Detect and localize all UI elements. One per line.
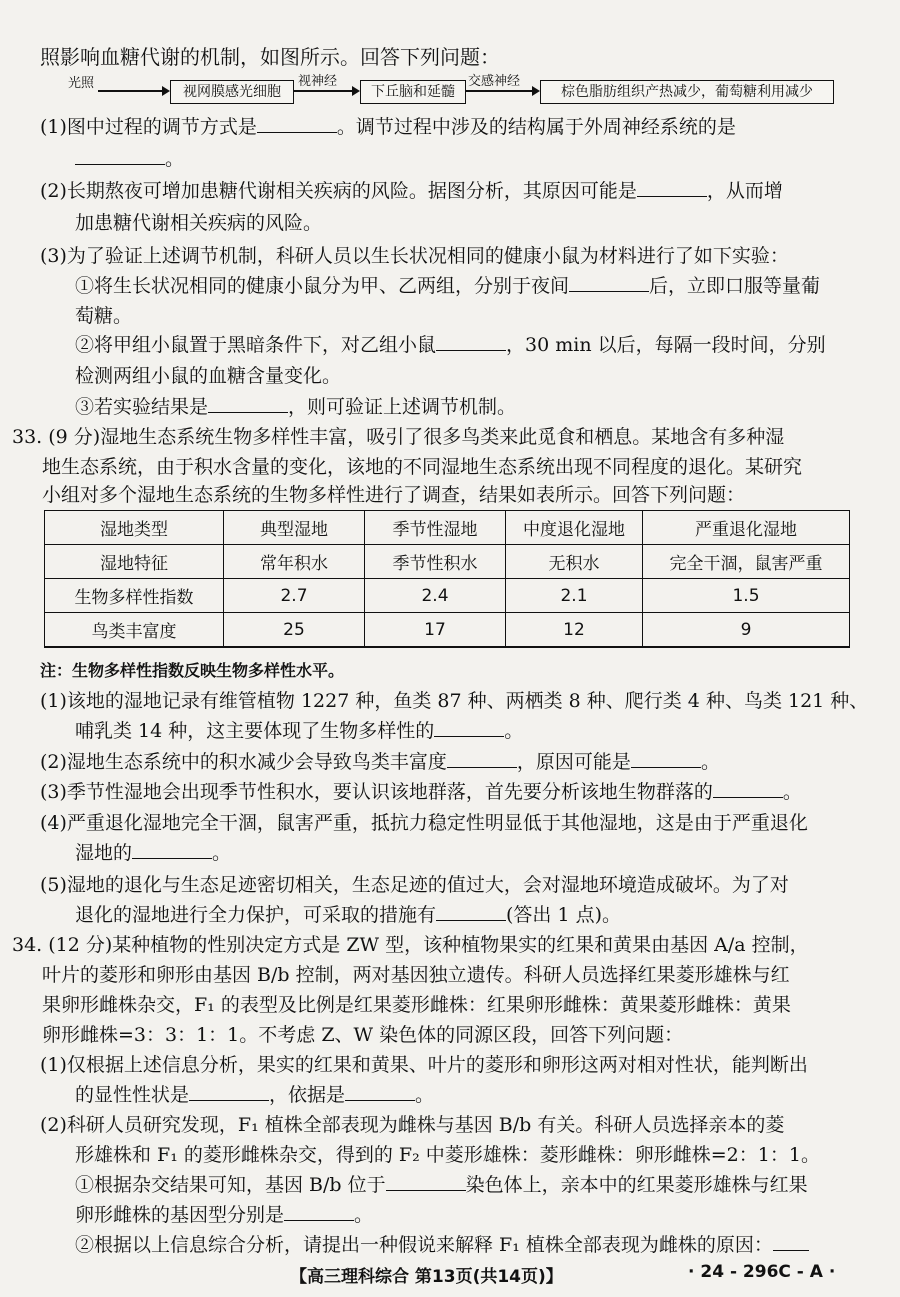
q34-stem-line1: 34. (12 分)某种植物的性别决定方式是 ZW 型，该种植物果实的红果和黄果由基因 A/a 控制， <box>12 934 809 956</box>
q33-part4-line1: (4)严重退化湿地完全干涸，鼠害严重，抵抗力稳定性明显低于其他湿地，这是由于严重退化 <box>40 812 808 834</box>
table-cell: 季节性积水 <box>365 545 506 579</box>
footer-page-info: 【高三理科综合 第13页(共14页)】 <box>290 1267 563 1287</box>
q33-part2: (2)湿地生态系统中的积水减少会导致鸟类丰富度 ，原因可能是 。 <box>40 751 720 773</box>
table-cell: 典型湿地 <box>224 511 365 545</box>
table-row <box>45 511 850 545</box>
q33-part4-line2: 湿地的 。 <box>75 842 232 864</box>
q32-step2-line2: 检测两组小鼠的血糖含量变化。 <box>75 365 342 387</box>
q33-part3: (3)季节性湿地会出现季节性积水，要认识该地群落，首先要分析该地生物群落的 。 <box>40 781 802 803</box>
table-cell: 无积水 <box>506 545 643 579</box>
answer-blank[interactable] <box>631 749 701 768</box>
table-cell: 中度退化湿地 <box>506 511 643 545</box>
q32-part1-line2: 。 <box>75 146 860 172</box>
q33-part1-line1: (1)该地的湿地记录有维管植物 1227 种，鱼类 87 种、两栖类 8 种、爬行类 4 种、鸟类 121 种、 <box>40 690 869 712</box>
table-cell: 完全干涸，鼠害严重 <box>643 545 850 579</box>
q33-part5-line2: 退化的湿地进行全力保护，可采取的措施有 (答出 1 点)。 <box>75 904 622 926</box>
q34-stem-line4: 卵形雌株=3：3：1：1。不考虑 Z、W 染色体的同源区段，回答下列问题： <box>42 1024 684 1046</box>
table-row <box>45 545 850 579</box>
q33-part1-line2: 哺乳类 14 种，这主要体现了生物多样性的 。 <box>75 720 524 742</box>
flow-start-label: 光照 <box>68 76 95 91</box>
q32-step1-line1: ①将生长状况相同的健康小鼠分为甲、乙两组，分别于夜间 后，立即口服等量葡 <box>75 275 821 297</box>
q34-stem-line2: 叶片的菱形和卵形由基因 B/b 控制，两对基因独立遗传。科研人员选择红果菱形雄株与红 <box>42 964 790 986</box>
table-cell: 严重退化湿地 <box>643 511 850 545</box>
flow-box-brown-fat: 棕色脂肪组织产热减少，葡萄糖利用减少 <box>540 80 834 104</box>
footer-exam-code: · 24 - 296C - A · <box>688 1262 836 1282</box>
answer-blank[interactable] <box>75 146 165 165</box>
q34-part1-line2: 的显性性状是 ，依据是 。 <box>75 1084 435 1106</box>
flow-optic-nerve-label: 视神经 <box>298 74 338 89</box>
table-row <box>45 579 850 613</box>
flow-sympathetic-label: 交感神经 <box>468 74 521 89</box>
table-cell: 2.4 <box>365 579 506 613</box>
table-cell: 季节性湿地 <box>365 511 506 545</box>
table-cell: 常年积水 <box>224 545 365 579</box>
q33-stem-line1: 33. (9 分)湿地生态系统生物多样性丰富，吸引了很多鸟类来此觅食和栖息。某地含有多种湿 <box>12 426 785 448</box>
answer-blank[interactable] <box>132 840 212 859</box>
answer-blank[interactable] <box>773 1232 809 1251</box>
q34-part2-line2: 形雄株和 F₁ 的菱形雌株杂交，得到的 F₂ 中菱形雄株：菱形雌株：卵形雌株=2：1：1。 <box>75 1144 820 1166</box>
table-cell: 鸟类丰富度 <box>45 613 224 648</box>
flow-box-hypothalamus: 下丘脑和延髓 <box>360 80 466 104</box>
q32-step2-line1: ②将甲组小鼠置于黑暗条件下，对乙组小鼠 ，30 min 以后，每隔一段时间，分别 <box>75 334 826 356</box>
answer-blank[interactable] <box>434 718 504 737</box>
intro-text: 照影响血糖代谢的机制，如图所示。回答下列问题： <box>40 45 500 69</box>
answer-blank[interactable] <box>436 902 506 921</box>
flow-arrow-2 <box>294 90 358 92</box>
q32-part2-line2: 加患糖代谢相关疾病的风险。 <box>75 212 323 234</box>
q32-part1-line1: (1)图中过程的调节方式是 。调节过程中涉及的结构属于外周神经系统的是 <box>40 116 736 138</box>
wetland-table <box>44 510 850 648</box>
answer-blank[interactable] <box>713 779 783 798</box>
q32-part3: (3)为了验证上述调节机制，科研人员以生长状况相同的健康小鼠为材料进行了如下实验： <box>40 245 789 267</box>
answer-blank[interactable] <box>208 394 288 413</box>
q34-step1-line1: ①根据杂交结果可知，基因 B/b 位于 染色体上，亲本中的红果菱形雄株与红果 <box>75 1174 808 1196</box>
table-cell: 12 <box>506 613 643 648</box>
answer-blank[interactable] <box>436 332 506 351</box>
table-cell: 2.7 <box>224 579 365 613</box>
table-row <box>45 613 850 648</box>
q33-stem-line3: 小组对多个湿地生态系统的生物多样性进行了调查，结果如表所示。回答下列问题： <box>42 484 746 506</box>
table-cell: 湿地类型 <box>45 511 224 545</box>
table-cell: 1.5 <box>643 579 850 613</box>
q32-part2-line1: (2)长期熬夜可增加患糖代谢相关疾病的风险。据图分析，其原因可能是 ，从而增 <box>40 180 783 202</box>
answer-blank[interactable] <box>386 1172 466 1191</box>
flow-arrow-1 <box>98 90 168 92</box>
answer-blank[interactable] <box>345 1082 415 1101</box>
q34-part2-line1: (2)科研人员研究发现，F₁ 植株全部表现为雌株与基因 B/b 有关。科研人员选择亲本的菱 <box>40 1114 785 1136</box>
answer-blank[interactable] <box>257 114 337 133</box>
table-cell: 2.1 <box>506 579 643 613</box>
flow-box-retina: 视网膜感光细胞 <box>170 80 294 104</box>
table-cell: 25 <box>224 613 365 648</box>
answer-blank[interactable] <box>447 749 517 768</box>
answer-blank[interactable] <box>284 1202 354 1221</box>
q32-step1-line2: 萄糖。 <box>75 305 133 327</box>
q33-part5-line1: (5)湿地的退化与生态足迹密切相关，生态足迹的值过大，会对湿地环境造成破坏。为了对 <box>40 874 789 896</box>
table-cell: 湿地特征 <box>45 545 224 579</box>
q33-stem-line2: 地生态系统，由于积水含量的变化，该地的不同湿地生态系统出现不同程度的退化。某研究 <box>42 456 803 478</box>
flow-diagram <box>40 72 860 108</box>
q34-part1-line1: (1)仅根据上述信息分析，果实的红果和黄果、叶片的菱形和卵形这两对相对性状，能判断出 <box>40 1054 808 1076</box>
answer-blank[interactable] <box>189 1082 269 1101</box>
table-cell: 9 <box>643 613 850 648</box>
flow-arrow-3 <box>466 90 538 92</box>
table-note: 注：生物多样性指数反映生物多样性水平。 <box>40 661 345 680</box>
q34-stem-line3: 果卵形雌株杂交，F₁ 的表型及比例是红果菱形雌株：红果卵形雌株：黄果菱形雌株：黄果 <box>42 994 791 1016</box>
answer-blank[interactable] <box>569 273 649 292</box>
q34-step1-line2: 卵形雌株的基因型分别是 。 <box>75 1204 374 1226</box>
q34-step2-line1: ②根据以上信息综合分析，请提出一种假说来解释 F₁ 植株全部表现为雌株的原因： <box>75 1232 860 1258</box>
answer-blank[interactable] <box>637 178 707 197</box>
table-cell: 生物多样性指数 <box>45 579 224 613</box>
table-cell: 17 <box>365 613 506 648</box>
q32-step3: ③若实验结果是 ，则可验证上述调节机制。 <box>75 396 517 418</box>
